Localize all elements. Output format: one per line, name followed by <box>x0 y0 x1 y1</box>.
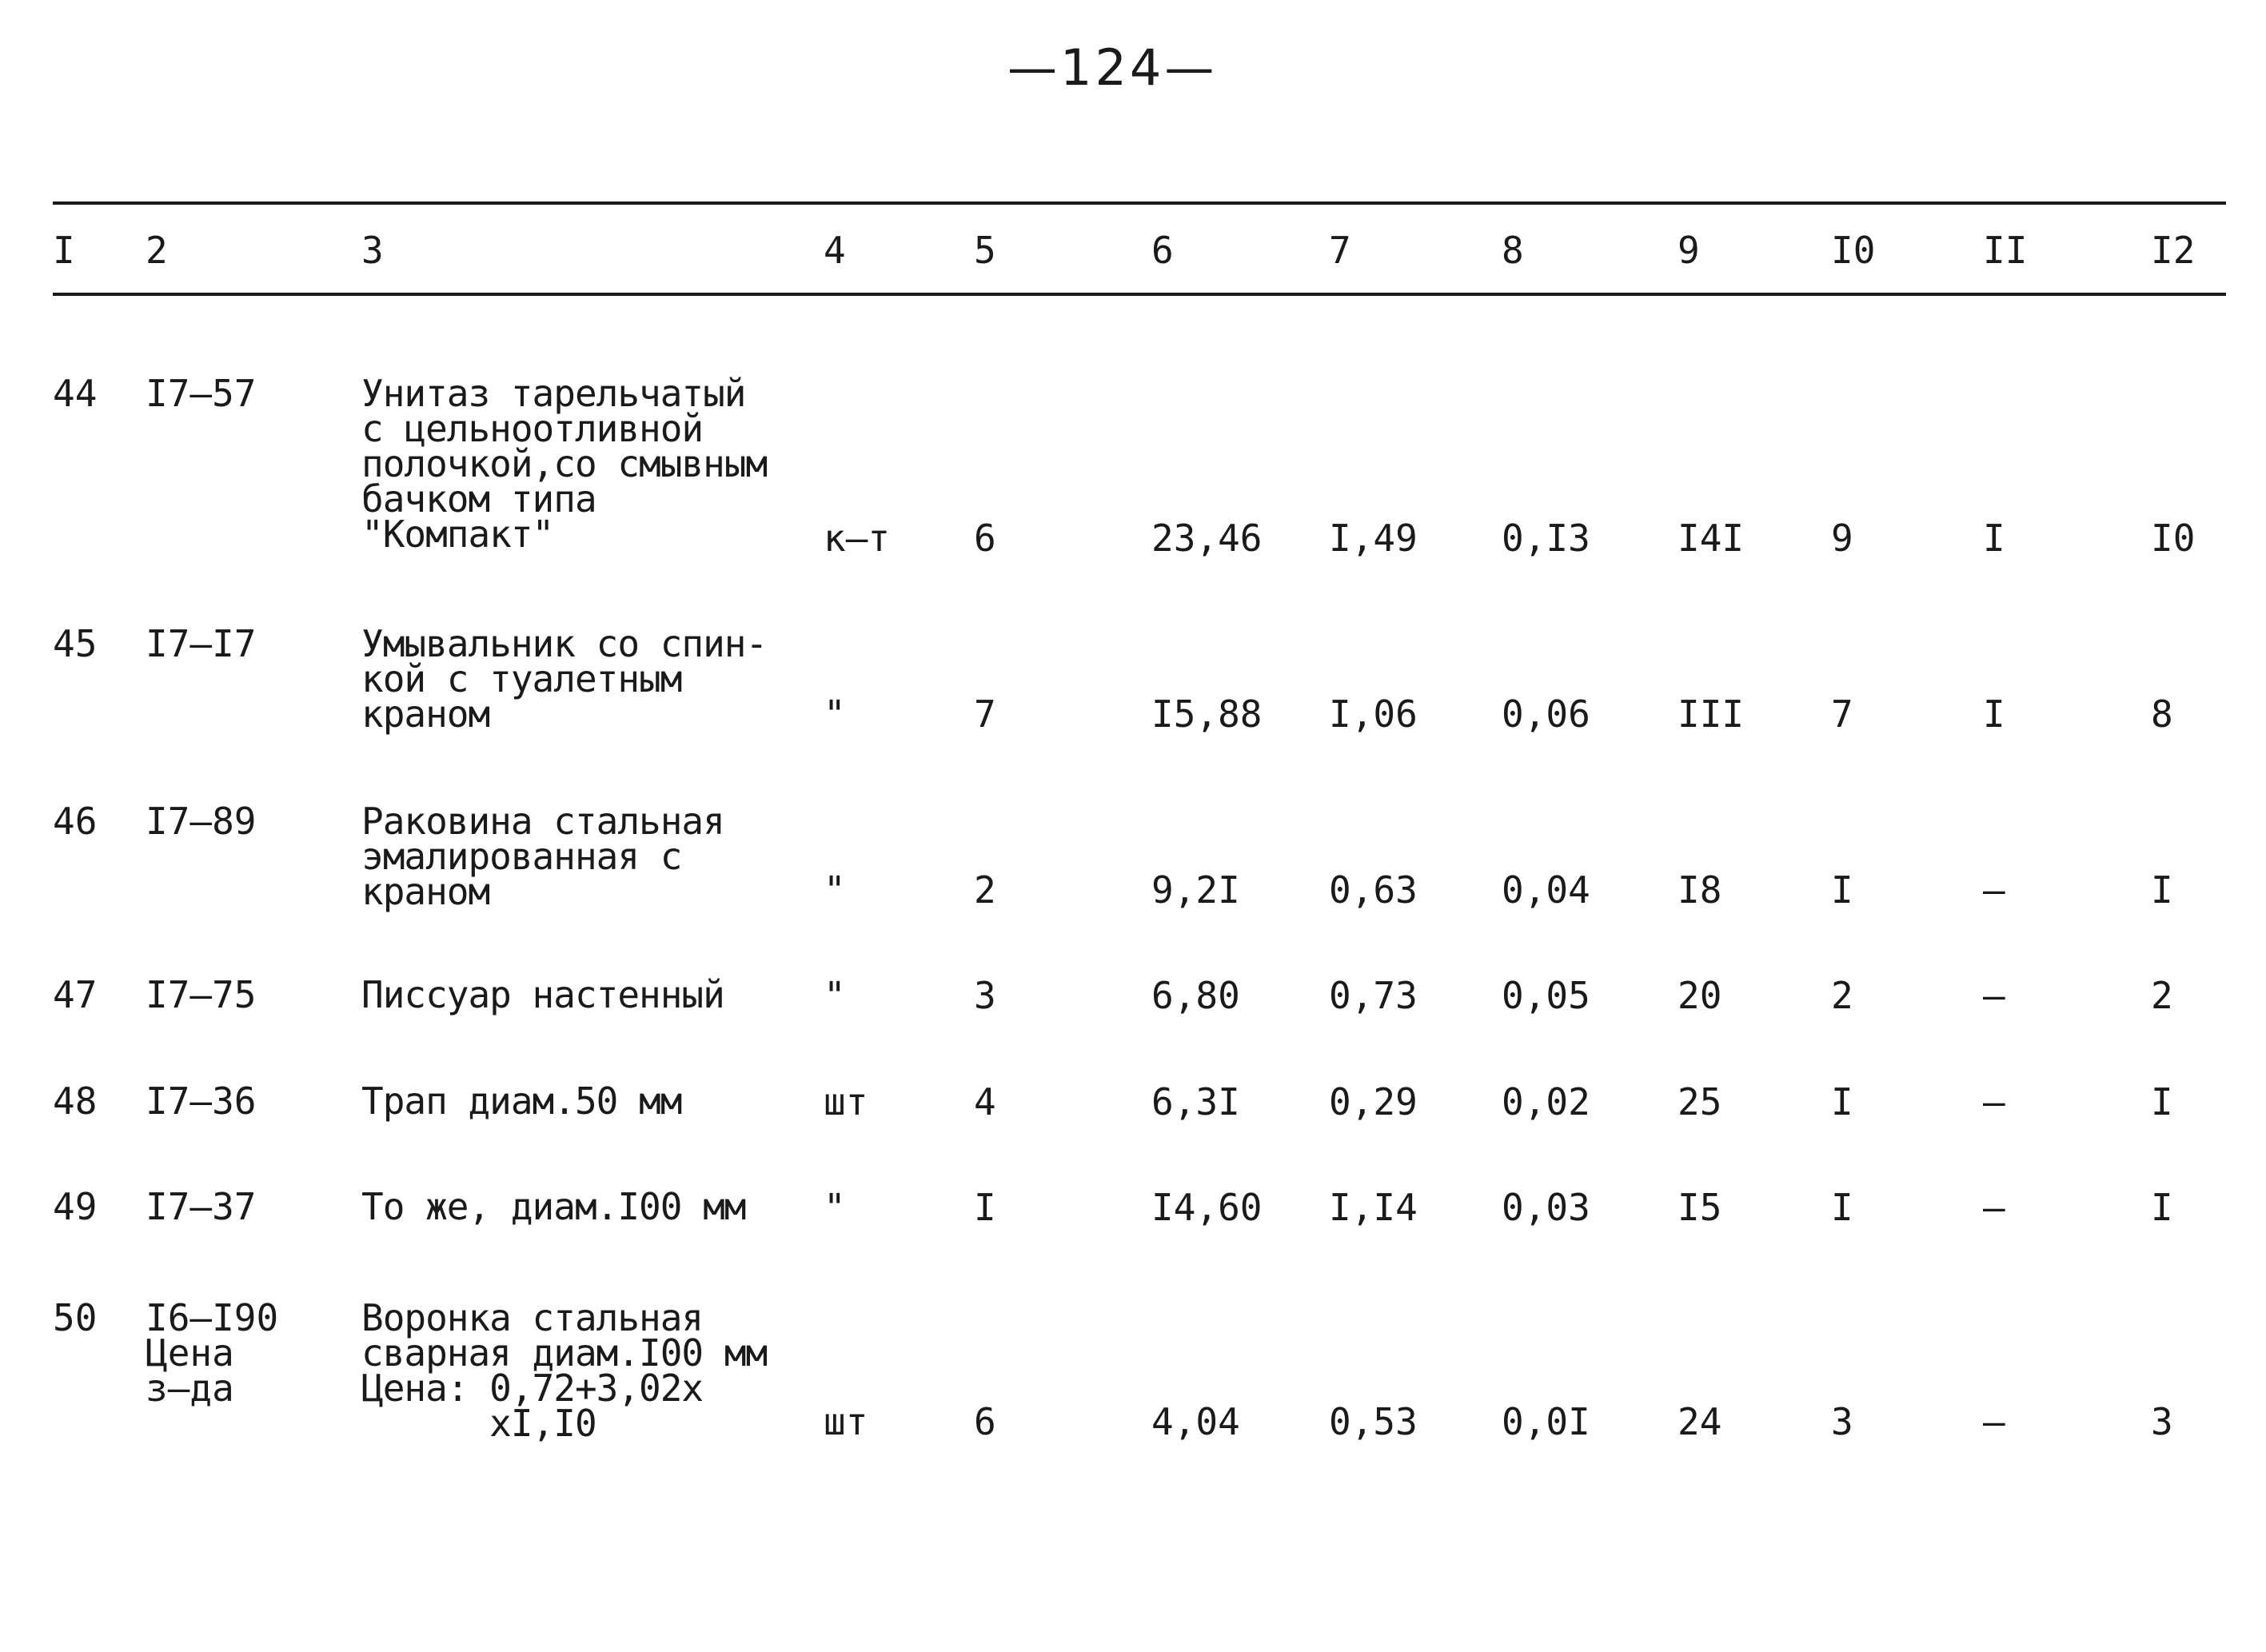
rate-code: I6–I90 Цена з–да <box>146 1296 279 1410</box>
col-9: III <box>1678 692 1745 736</box>
column-header-11: II <box>1983 229 2028 272</box>
col-11: – <box>1983 974 2005 1017</box>
description: Умывальник со спин- кой с туалетным краном <box>361 622 768 736</box>
col-5: I <box>974 1186 996 1229</box>
col-10: 2 <box>1831 974 1853 1017</box>
col-11: – <box>1983 1400 2005 1443</box>
col-12: I <box>2151 1080 2173 1123</box>
col-8: 0,0I <box>1502 1400 1590 1443</box>
col-11: I <box>1983 517 2005 560</box>
col-7: 0,29 <box>1329 1080 1418 1123</box>
table-top-rule <box>53 202 2226 205</box>
unit: " <box>824 868 846 912</box>
col-5: 6 <box>974 1400 996 1443</box>
col-8: 0,04 <box>1502 868 1590 912</box>
unit: " <box>824 692 846 736</box>
col-12: 2 <box>2151 974 2173 1017</box>
row-number: 47 <box>53 973 98 1016</box>
col-9: I8 <box>1678 868 1722 912</box>
col-11: I <box>1983 692 2005 736</box>
col-5: 6 <box>974 517 996 560</box>
col-8: 0,05 <box>1502 974 1590 1017</box>
col-5: 2 <box>974 868 996 912</box>
col-8: 0,02 <box>1502 1080 1590 1123</box>
col-11: – <box>1983 1186 2005 1229</box>
col-7: 0,73 <box>1329 974 1418 1017</box>
col-5: 4 <box>974 1080 996 1123</box>
table-header-rule <box>53 293 2226 296</box>
col-5: 3 <box>974 974 996 1017</box>
description: Писсуар настенный <box>361 973 724 1016</box>
col-9: I5 <box>1678 1186 1722 1229</box>
row-number: 46 <box>53 800 98 843</box>
col-6: 23,46 <box>1151 517 1263 560</box>
column-header-4: 4 <box>824 229 846 272</box>
col-7: 0,63 <box>1329 868 1418 912</box>
row-number: 50 <box>53 1296 98 1339</box>
row-number: 48 <box>53 1079 98 1123</box>
column-header-8: 8 <box>1502 229 1524 272</box>
col-10: I <box>1831 868 1853 912</box>
col-7: I,I4 <box>1329 1186 1418 1229</box>
col-12: 3 <box>2151 1400 2173 1443</box>
row-number: 49 <box>53 1185 98 1228</box>
col-7: I,49 <box>1329 517 1418 560</box>
col-10: 7 <box>1831 692 1853 736</box>
col-6: 4,04 <box>1151 1400 1240 1443</box>
col-12: 8 <box>2151 692 2173 736</box>
column-header-1: I <box>53 229 75 272</box>
unit: " <box>824 974 846 1017</box>
col-12: I <box>2151 868 2173 912</box>
col-6: I5,88 <box>1151 692 1263 736</box>
unit: шт <box>824 1400 868 1443</box>
col-6: I4,60 <box>1151 1186 1263 1229</box>
col-10: I <box>1831 1080 1853 1123</box>
col-10: 3 <box>1831 1400 1853 1443</box>
description: Унитаз тарельчатый с цельноотливной полочкой,со смывным бачком типа "Компакт" <box>361 372 768 556</box>
col-12: I <box>2151 1186 2173 1229</box>
unit: к–т <box>824 517 891 560</box>
col-11: – <box>1983 868 2005 912</box>
col-8: 0,I3 <box>1502 517 1590 560</box>
col-7: 0,53 <box>1329 1400 1418 1443</box>
rate-code: I7–I7 <box>146 622 257 665</box>
col-11: – <box>1983 1080 2005 1123</box>
rate-code: I7–89 <box>146 800 257 843</box>
column-header-3: 3 <box>361 229 384 272</box>
col-9: 20 <box>1678 974 1722 1017</box>
col-9: 25 <box>1678 1080 1722 1123</box>
col-8: 0,06 <box>1502 692 1590 736</box>
unit: шт <box>824 1080 868 1123</box>
unit: " <box>824 1186 846 1229</box>
col-7: I,06 <box>1329 692 1418 736</box>
col-6: 6,3I <box>1151 1080 1240 1123</box>
column-header-7: 7 <box>1329 229 1351 272</box>
col-6: 9,2I <box>1151 868 1240 912</box>
rate-code: I7–36 <box>146 1079 257 1123</box>
col-9: I4I <box>1678 517 1745 560</box>
col-10: 9 <box>1831 517 1853 560</box>
col-5: 7 <box>974 692 996 736</box>
col-10: I <box>1831 1186 1853 1229</box>
col-6: 6,80 <box>1151 974 1240 1017</box>
row-number: 44 <box>53 372 98 415</box>
column-header-5: 5 <box>974 229 996 272</box>
rate-code: I7–57 <box>146 372 257 415</box>
column-header-2: 2 <box>146 229 168 272</box>
column-header-9: 9 <box>1678 229 1700 272</box>
description: То же, диам.I00 мм <box>361 1185 746 1228</box>
column-header-6: 6 <box>1151 229 1174 272</box>
column-header-12: I2 <box>2151 229 2196 272</box>
rate-code: I7–75 <box>146 973 257 1016</box>
col-8: 0,03 <box>1502 1186 1590 1229</box>
col-12: I0 <box>2151 517 2196 560</box>
description: Воронка стальная сварная диам.I00 мм Цена: 0,72+3,02х хI,I0 <box>361 1296 768 1445</box>
description: Трап диам.50 мм <box>361 1079 682 1123</box>
col-9: 24 <box>1678 1400 1722 1443</box>
rate-code: I7–37 <box>146 1185 257 1228</box>
page-number: —124— <box>1007 38 1218 97</box>
description: Раковина стальная эмалированная с краном <box>361 800 724 913</box>
column-header-10: I0 <box>1831 229 1876 272</box>
row-number: 45 <box>53 622 98 665</box>
